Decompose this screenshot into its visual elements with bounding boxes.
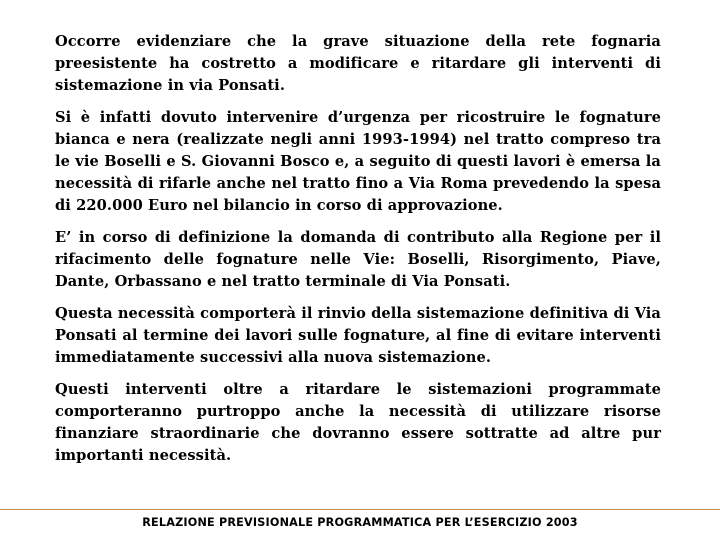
footer-title: RELAZIONE PREVISIONALE PROGRAMMATICA PER L’ESERCIZIO 2003 — [142, 516, 578, 529]
document-body — [55, 31, 661, 477]
paragraph-ponsati-postponement: Questa necessità comporterà il rinvio della sistemazione definitiva di Via Ponsati al termine dei lavori sulle fognature, al fine di evitare interventi immediatamente successivi alla nuova sistemazione. — [55, 305, 661, 366]
paragraph-urgent-intervention: Si è infatti dovuto intervenire d’urgenza per ricostruire le fognature bianca e nera (realizzate negli anni 1993-1994) nel tratto compreso tra le vie Boselli e S. Giovanni Bosco e, a seguito di questi lavori è emersa la necessità di rifarle anche nel tratto fino a Via Roma prevedendo la spesa di 220.000 Euro nel bilancio in corso di approvazione. — [55, 109, 661, 214]
paragraph-fognaria-situation: Occorre evidenziare che la grave situazione della rete fognaria preesistente ha costretto a modificare e ritardare gli interventi di sistemazione in via Ponsati. — [55, 33, 661, 94]
footer-divider — [0, 509, 720, 510]
paragraph-extraordinary-resources: Questi interventi oltre a ritardare le sistemazioni programmate comporteranno purtroppo anche la necessità di utilizzare risorse finanziare straordinarie che dovranno essere sottratte ad altre pur importanti necessità. — [55, 381, 661, 464]
paragraph-regional-contribution: E’ in corso di definizione la domanda di contributo alla Regione per il rifacimento delle fognature nelle Vie: Boselli, Risorgimento, Piave, Dante, Orbassano e nel tratto terminale di Via Ponsati. — [55, 229, 661, 290]
